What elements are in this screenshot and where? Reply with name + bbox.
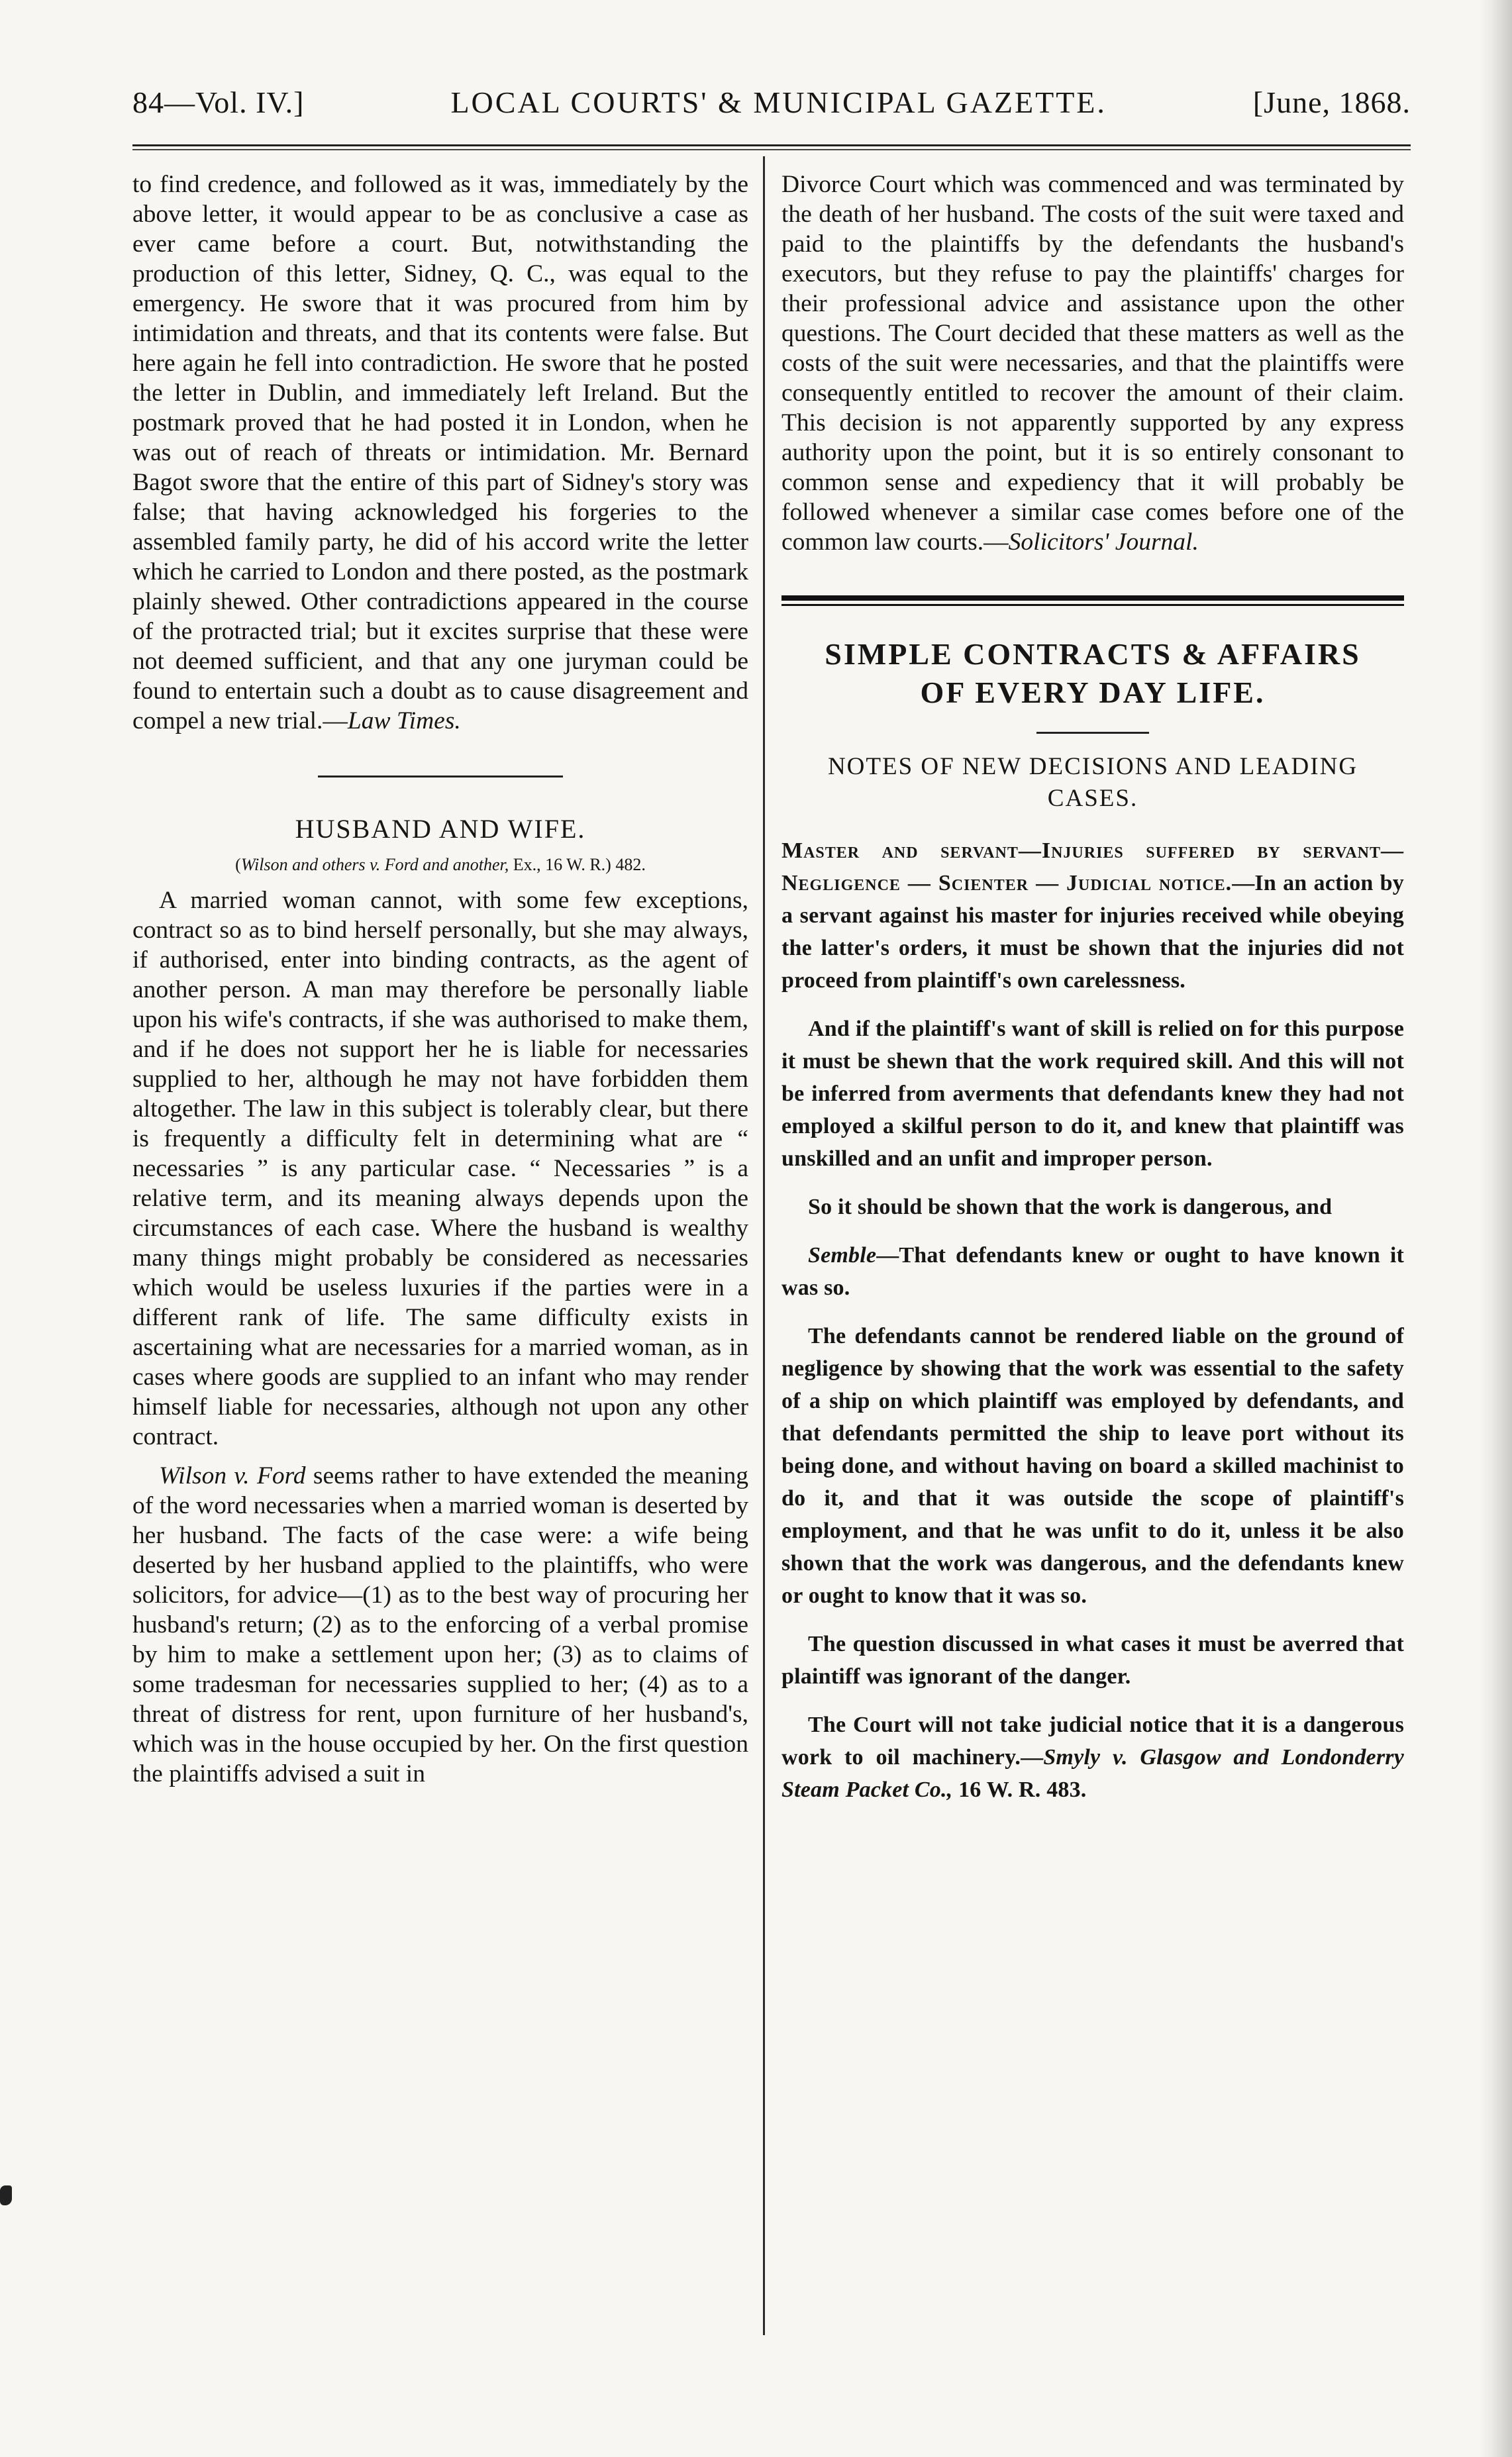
husband-wife-paragraph-1: A married woman cannot, with some few exceptions, contract so as to bind herself personally, but she may always, if authorised, enter into binding contracts, as the agent of another person. A man may therefore be personally liable upon his wife's contracts, if she was authorised to make them, and if he does not support her he is liable for necessaries supplied to her, although he may not have forbidden them altogether. The law in this subject is tolerably clear, but there is frequently a difficulty felt in determining what are “ necessaries ” is any particular case. “ Necessaries ” is a relative term, and its meaning always depends upon the circumstances of each case. Where the husband is wealthy many things might probably be considered as necessaries which would be useless luxuries if the parties were in a different rank of life. The same difficulty exists in ascertaining what are necessaries for a married woman, as in cases where goods are supplied to an infant who may render himself liable for necessaries, although not upon any other contract. <box>132 887 748 1450</box>
opening-paragraph <box>132 170 748 736</box>
header-rule-secondary <box>132 149 1411 150</box>
double-rule-thin <box>781 604 1404 606</box>
headnote-caption: Master and servant—Injuries suffered by servant— Negligence — Scienter — Judicial notice. <box>781 838 1404 895</box>
left-column <box>132 170 748 2335</box>
opening-source: Law Times. <box>347 707 461 734</box>
notes-subtitle <box>781 751 1404 815</box>
note-paragraph-2: And if the plaintiff's want of skill is relied on for this purpose it must be shewn that the work required skill. And this will not be inferred from averments that defendants knew they had not employed a skilful person to do it, and knew that plaintiff was unskilled and an unfit and improper person. <box>781 1017 1404 1171</box>
title-separator <box>1036 732 1149 734</box>
note-7-case: Smyly v. Glasgow and Londonderry Steam Packet Co., <box>781 1745 1404 1802</box>
paragraph-2-text: seems rather to have extended the meaning of the word necessaries when a married woman is deserted by her husband. The facts of the case were: a wife being deserted by her husband applied to the plaintiffs, who were solicitors, for advice—(1) as to the best way of procuring her husband's return; (2) as to the enforcing of a verbal promise by him to make a settlement upon her; (3) as to claims of some tradesman for necessaries supplied to her; (4) as to a threat of distress for rent, upon furniture of her husband's, which was in the house occupied by her. On the first question the plaintiffs advised a suit in <box>132 1462 748 1787</box>
section-title-simple-contracts <box>781 635 1404 712</box>
note-paragraph-3: So it should be shown that the work is dangerous, and <box>808 1195 1333 1219</box>
note-7-reference: 16 W. R. 483. <box>958 1778 1087 1802</box>
section-separator <box>318 776 563 777</box>
note-paragraph-4 <box>781 1239 1404 1304</box>
citation-open-paren: ( <box>235 855 241 874</box>
double-rule-thick <box>781 595 1404 601</box>
citation-reference: Ex., 16 W. R.) 482. <box>513 855 646 874</box>
ink-blot <box>0 2185 12 2205</box>
husband-wife-paragraph-2 <box>132 1461 748 1789</box>
note-4-text: —That defendants knew or ought to have known it was so. <box>781 1243 1404 1300</box>
header-date: [June, 1868. <box>1252 85 1411 119</box>
continuation-paragraph <box>781 170 1404 557</box>
paragraph-case-name: Wilson v. Ford <box>159 1462 306 1489</box>
opening-paragraph-text: to find credence, and followed as it was, immediately by the above letter, it would appear to be as conclusive a case as ever came before a court. But, notwithstanding the production of this letter, Sidney, Q. C., was equal to the emergency. He swore that it was procured from him by intimidation and threats, and that its contents were false. But here again he fell into contradiction. He swore that he posted the letter in Dublin, and immediately left Ireland. But the postmark proved that he had posted it in London, when he was out of reach of threats or intimidation. Mr. Bernard Bagot swore that the entire of this part of Sidney's story was false; that having acknowledged his forgeries to the assembled family party, he did of his accord write the letter which he carried to London and there posted, as the postmark plainly shewed. Other contradictions appeared in the course of the protracted trial; but it excites surprise that these were not deemed sufficient, and that any one juryman could be found to entertain such a doubt as to cause disagreement and compel a new trial.— <box>132 171 748 734</box>
header-volume: 84—Vol. IV.] <box>132 85 305 119</box>
headnote-paragraph <box>781 834 1404 997</box>
section-title-husband-and-wife: HUSBAND AND WIFE. <box>295 814 586 844</box>
continuation-text: Divorce Court which was commenced and was terminated by the death of her husband. The costs of the suit were taxed and paid to the plaintiffs by the defendants the husband's executors, but they refuse to pay the plaintiffs' charges for their professional advice and assistance upon the other questions. The Court decided that these matters as well as the costs of the suit were necessaries, and that the plaintiffs were consequently entitled to recover the amount of their claim. This decision is not apparently supported by any express authority upon the point, but it is so entirely consonant to common sense and expediency that it will probably be followed whenever a similar case comes before one of the common law courts.— <box>781 171 1404 556</box>
note-paragraph-5: The defendants cannot be rendered liable on the ground of negligence by showing that the work was essential to the safety of a ship on which plaintiff was employed by defendants, and that defendants permitted the ship to leave port without its being done, and without having on board a skilled machinist to do it, and that it was outside the scope of plaintiff's employment, and that he was unfit to do it, unless it be also shown that the work was dangerous, and the defendants knew or ought to know that it was so. <box>781 1324 1404 1608</box>
header-rule <box>132 144 1411 146</box>
semble-label: Semble <box>808 1243 877 1268</box>
big-title-line-2: OF EVERY DAY LIFE. <box>920 676 1266 709</box>
headnote-text: —In an action by a servant against his master for injuries received while obeying the latter's orders, it must be shown that the injuries did not proceed from plaintiff's own carelessness. <box>781 871 1404 993</box>
header-publication-title: LOCAL COURTS' & MUNICIPAL GAZETTE. <box>450 85 1107 119</box>
section-double-rule <box>781 595 1404 606</box>
notes-subtitle-line-1: NOTES OF NEW DECISIONS AND LEADING <box>827 753 1358 780</box>
running-header <box>132 85 1411 138</box>
notes-subtitle-line-2: CASES. <box>1047 785 1138 812</box>
big-title-line-1: SIMPLE CONTRACTS & AFFAIRS <box>825 637 1361 671</box>
citation-case-name: Wilson and others v. Ford and another, <box>240 855 509 874</box>
scan-edge-shadow <box>1479 0 1512 2457</box>
column-divider <box>763 156 765 2335</box>
note-paragraph-7 <box>781 1709 1404 1806</box>
case-citation <box>132 855 748 875</box>
right-column <box>781 170 1404 2335</box>
note-7-text: The Court will not take judicial notice that it is a dangerous work to oil machinery.— <box>781 1713 1404 1770</box>
decision-notes <box>781 834 1404 1806</box>
note-paragraph-6: The question discussed in what cases it must be averred that plaintiff was ignorant of the danger. <box>781 1632 1404 1689</box>
continuation-source: Solicitors' Journal. <box>1008 528 1199 556</box>
